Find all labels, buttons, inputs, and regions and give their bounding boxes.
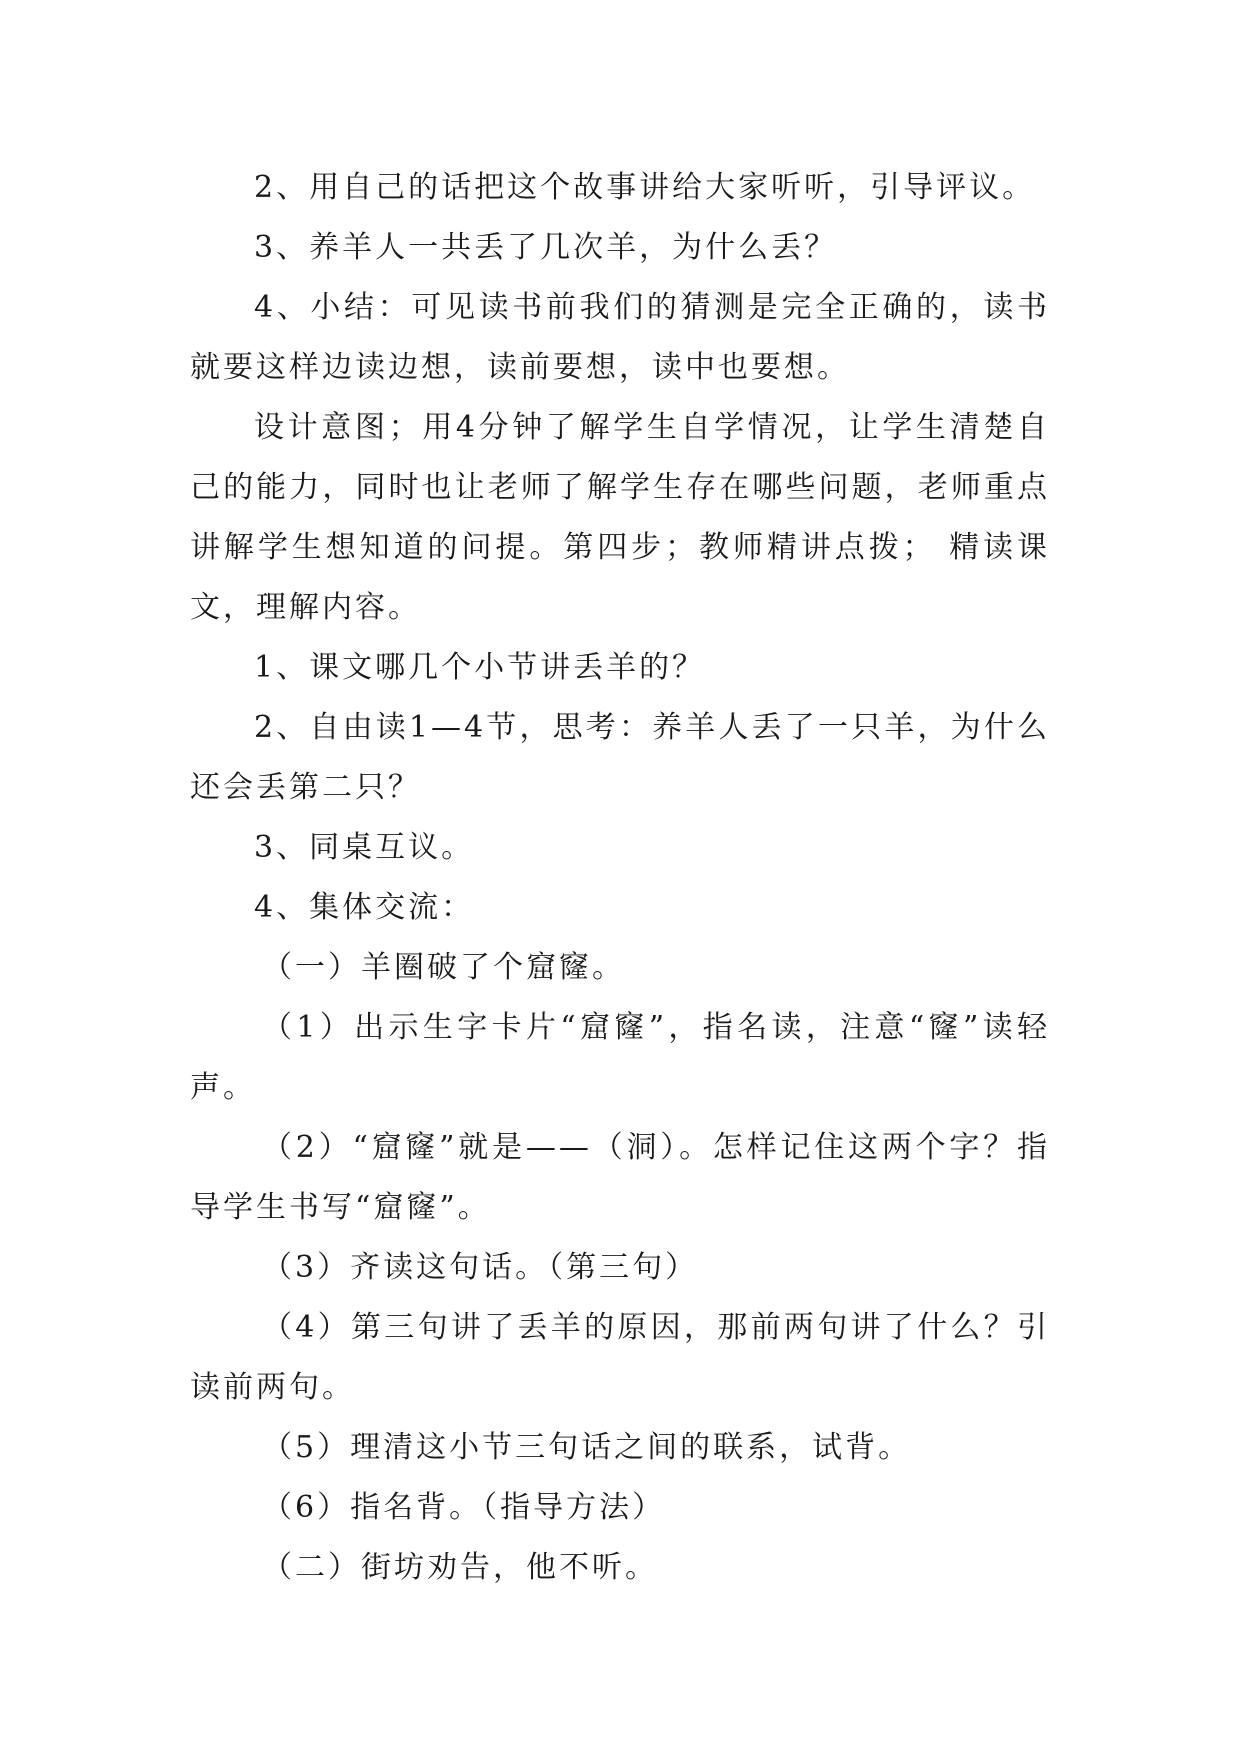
paragraph: 2、用自己的话把这个故事讲给大家听听，引导评议。: [254, 170, 1036, 205]
paragraph: （4）第三句讲了丢羊的原因，那前两句讲了什么？引读前两句。: [190, 1310, 1050, 1405]
paragraph: 3、同桌互议。: [254, 830, 475, 865]
paragraph: （3）齐读这句话。（第三句）: [262, 1250, 699, 1285]
paragraph: 4、小结：可见读书前我们的猜测是完全正确的，读书就要这样边读边想，读前要想，读中也要想。: [190, 290, 1050, 385]
paragraph: 4、集体交流：: [254, 890, 475, 925]
paragraph: 2、自由读1—4节，思考：养羊人丢了一只羊，为什么还会丢第二只？: [190, 710, 1050, 805]
paragraph: 设计意图；用4分钟了解学生自学情况，让学生清楚自己的能力，同时也让老师了解学生存在哪些问题，老师重点讲解学生想知道的问提。第四步；教师精讲点拨； 精读课文，理解内容。: [190, 410, 1050, 625]
paragraph: （2）“窟窿”就是——（洞）。怎样记住这两个字？指导学生书写“窟窿”。: [190, 1130, 1050, 1225]
paragraph: 1、课文哪几个小节讲丢羊的？: [254, 650, 706, 685]
paragraph: （5）理清这小节三句话之间的联系，试背。: [262, 1430, 912, 1465]
paragraph: （二）街坊劝告，他不听。: [262, 1550, 658, 1585]
paragraph: （1）出示生字卡片“窟窿”，指名读，注意“窿”读轻声。: [190, 1010, 1050, 1105]
document-body: [190, 158, 1050, 1598]
paragraph: （一）羊圈破了个窟窿。: [262, 950, 625, 985]
paragraph: 3、养羊人一共丢了几次羊，为什么丢？: [254, 230, 838, 265]
paragraph: （6）指名背。（指导方法）: [262, 1490, 666, 1525]
